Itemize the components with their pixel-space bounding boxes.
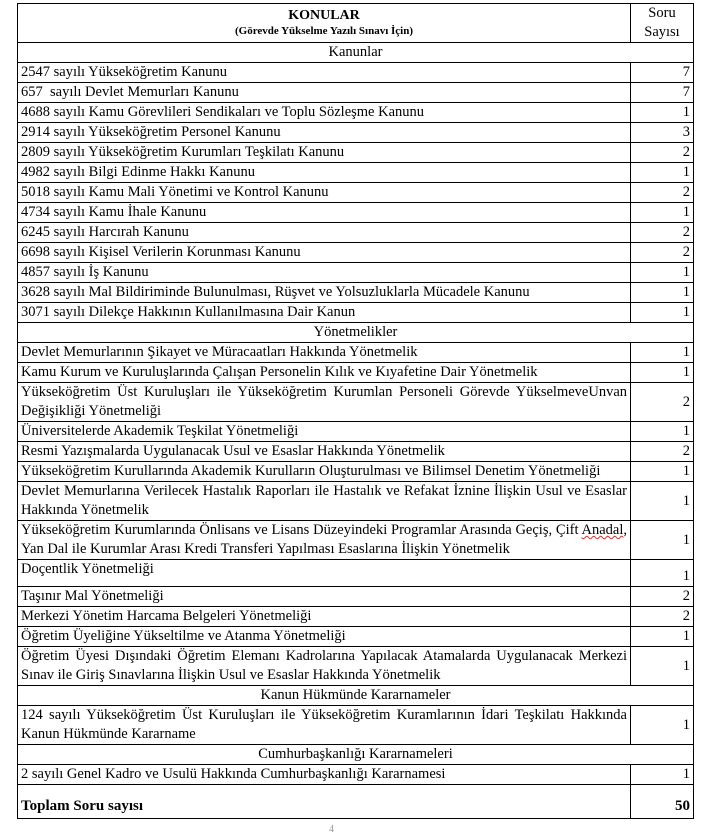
section-header-row (18, 745, 694, 765)
count-cell: 1 (631, 422, 694, 442)
table-row (18, 363, 694, 383)
table-row (18, 462, 694, 482)
topic-cell (18, 521, 631, 560)
section-title-yonetmelikler: Yönetmelikler (18, 323, 694, 343)
table-row (18, 123, 694, 143)
count-cell: 1 (631, 647, 694, 686)
count-cell: 1 (631, 560, 694, 587)
count-cell: 1 (631, 263, 694, 283)
table-row (18, 243, 694, 263)
count-cell: 1 (631, 627, 694, 647)
topic-cell: 4688 sayılı Kamu Görevlileri Sendikaları ve Toplu Sözleşme Kanunu (18, 103, 631, 123)
count-cell: 1 (631, 765, 694, 785)
exam-topics-table (17, 3, 694, 819)
count-header-line1: Soru (648, 5, 676, 21)
table-row (18, 103, 694, 123)
table-row (18, 83, 694, 103)
count-cell: 1 (631, 203, 694, 223)
count-header-line2: Sayısı (644, 24, 680, 40)
count-cell: 2 (631, 587, 694, 607)
total-value: 50 (631, 785, 694, 819)
count-cell: 1 (631, 482, 694, 521)
topics-header-title: KONULAR (288, 7, 360, 23)
count-cell: 1 (631, 163, 694, 183)
topic-cell: 2809 sayılı Yükseköğretim Kurumları Teşkilatı Kanunu (18, 143, 631, 163)
count-cell: 1 (631, 521, 694, 560)
count-cell: 3 (631, 123, 694, 143)
topic-cell: 5018 sayılı Kamu Mali Yönetimi ve Kontrol Kanunu (18, 183, 631, 203)
section-header-row (18, 686, 694, 706)
topic-cell: Taşınır Mal Yönetmeliği (18, 587, 631, 607)
topic-cell: Devlet Memurlarının Şikayet ve Müracaatları Hakkında Yönetmelik (18, 343, 631, 363)
count-cell: 2 (631, 442, 694, 462)
count-cell: 1 (631, 363, 694, 383)
table-row (18, 263, 694, 283)
table-row (18, 303, 694, 323)
topic-cell: 3071 sayılı Dilekçe Hakkının Kullanılmasına Dair Kanun (18, 303, 631, 323)
topic-cell: 2914 sayılı Yükseköğretim Personel Kanunu (18, 123, 631, 143)
count-cell: 2 (631, 607, 694, 627)
table-row (18, 627, 694, 647)
table-row (18, 183, 694, 203)
count-cell: 7 (631, 63, 694, 83)
table-row (18, 383, 694, 422)
topic-cell: Kamu Kurum ve Kuruluşlarında Çalışan Personelin Kılık ve Kıyafetine Dair Yönetmelik (18, 363, 631, 383)
topics-header-cell (18, 4, 631, 43)
table-row (18, 560, 694, 587)
topic-cell: Merkezi Yönetim Harcama Belgeleri Yönetmeliği (18, 607, 631, 627)
count-cell: 7 (631, 83, 694, 103)
section-title-cbk: Cumhurbaşkanlığı Kararnameleri (18, 745, 694, 765)
topic-text-part: Yükseköğretim Kurumlarında Önlisans ve Lisans Düzeyindeki Programlar Arasında Geçiş, Çift (21, 522, 582, 538)
table-row (18, 223, 694, 243)
total-label: Toplam Soru sayısı (18, 785, 631, 819)
total-row (18, 785, 694, 819)
count-cell: 1 (631, 343, 694, 363)
topic-text-part: , Yan Dal ile Kurumlar Arası Kredi Transferi Yapılması Esaslarına İlişkin Yönetmelik (21, 522, 627, 557)
topic-cell: 3628 sayılı Mal Bildiriminde Bulunulması, Rüşvet ve Yolsuzluklarla Mücadele Kanunu (18, 283, 631, 303)
table-row (18, 442, 694, 462)
topic-cell: Devlet Memurlarına Verilecek Hastalık Raporları ile Hastalık ve Refakat İznine İlişkin Usul ve Esaslar Hakkında Yönetmelik (18, 482, 631, 521)
count-cell: 2 (631, 243, 694, 263)
topic-cell: 4982 sayılı Bilgi Edinme Hakkı Kanunu (18, 163, 631, 183)
table-row (18, 706, 694, 745)
topic-cell: Yükseköğretim Üst Kuruluşları ile Yükseköğretim Kurumlan Personeli Görevde YükselmeveUnvan Değişikliği Yönetmeliği (18, 383, 631, 422)
table-row (18, 607, 694, 627)
section-header-row (18, 323, 694, 343)
topic-cell: Öğretim Üyesi Dışındaki Öğretim Elemanı Kadrolarına Yapılacak Atamalarda Uygulanacak Merkezi Sınav ile Giriş Sınavlarına İlişkin Usul ve Esaslar Hakkında Yönetmelik (18, 647, 631, 686)
section-title-kanunlar: Kanunlar (18, 43, 694, 63)
topic-cell: 4734 sayılı Kamu İhale Kanunu (18, 203, 631, 223)
count-cell: 2 (631, 383, 694, 422)
count-cell: 1 (631, 462, 694, 482)
table-row (18, 647, 694, 686)
count-cell: 1 (631, 303, 694, 323)
table-row (18, 163, 694, 183)
topic-cell: Öğretim Üyeliğine Yükseltilme ve Atanma Yönetmeliği (18, 627, 631, 647)
page-number: 4 (329, 824, 334, 835)
topic-cell: 124 sayılı Yükseköğretim Üst Kuruluşları ile Yükseköğretim Kuramlarının İdari Teşkilatı Hakkında Kanun Hükmünde Kararname (18, 706, 631, 745)
table-row (18, 63, 694, 83)
table-row (18, 587, 694, 607)
count-header-cell (631, 4, 694, 43)
table-row (18, 203, 694, 223)
count-cell: 2 (631, 183, 694, 203)
topic-cell: 6698 sayılı Kişisel Verilerin Korunması Kanunu (18, 243, 631, 263)
section-header-row (18, 43, 694, 63)
table-row (18, 283, 694, 303)
topic-cell: Yükseköğretim Kurullarında Akademik Kurulların Oluşturulması ve Bilimsel Denetim Yönetmeliği (18, 462, 631, 482)
count-cell: 1 (631, 283, 694, 303)
table-header-row (18, 4, 694, 43)
topic-cell: 2 sayılı Genel Kadro ve Usulü Hakkında Cumhurbaşkanlığı Kararnamesi (18, 765, 631, 785)
table-row (18, 521, 694, 560)
count-cell: 2 (631, 223, 694, 243)
table-row (18, 143, 694, 163)
section-title-khk: Kanun Hükmünde Kararnameler (18, 686, 694, 706)
count-cell: 1 (631, 706, 694, 745)
topic-cell: 4857 sayılı İş Kanunu (18, 263, 631, 283)
topic-cell: Doçentlik Yönetmeliği (18, 560, 631, 587)
topic-cell: 2547 sayılı Yükseköğretim Kanunu (18, 63, 631, 83)
topic-cell: Üniversitelerde Akademik Teşkilat Yönetmeliği (18, 422, 631, 442)
count-cell: 2 (631, 143, 694, 163)
table-row (18, 422, 694, 442)
spellcheck-underlined-word: Anadal (581, 522, 624, 538)
table-row (18, 765, 694, 785)
topics-header-subtitle: (Görevde Yükselme Yazılı Sınavı İçin) (234, 24, 414, 37)
topic-cell: 657 sayılı Devlet Memurları Kanunu (18, 83, 631, 103)
topic-cell: Resmi Yazışmalarda Uygulanacak Usul ve Esaslar Hakkında Yönetmelik (18, 442, 631, 462)
topic-cell: 6245 sayılı Harcırah Kanunu (18, 223, 631, 243)
table-row (18, 482, 694, 521)
table-row (18, 343, 694, 363)
count-cell: 1 (631, 103, 694, 123)
